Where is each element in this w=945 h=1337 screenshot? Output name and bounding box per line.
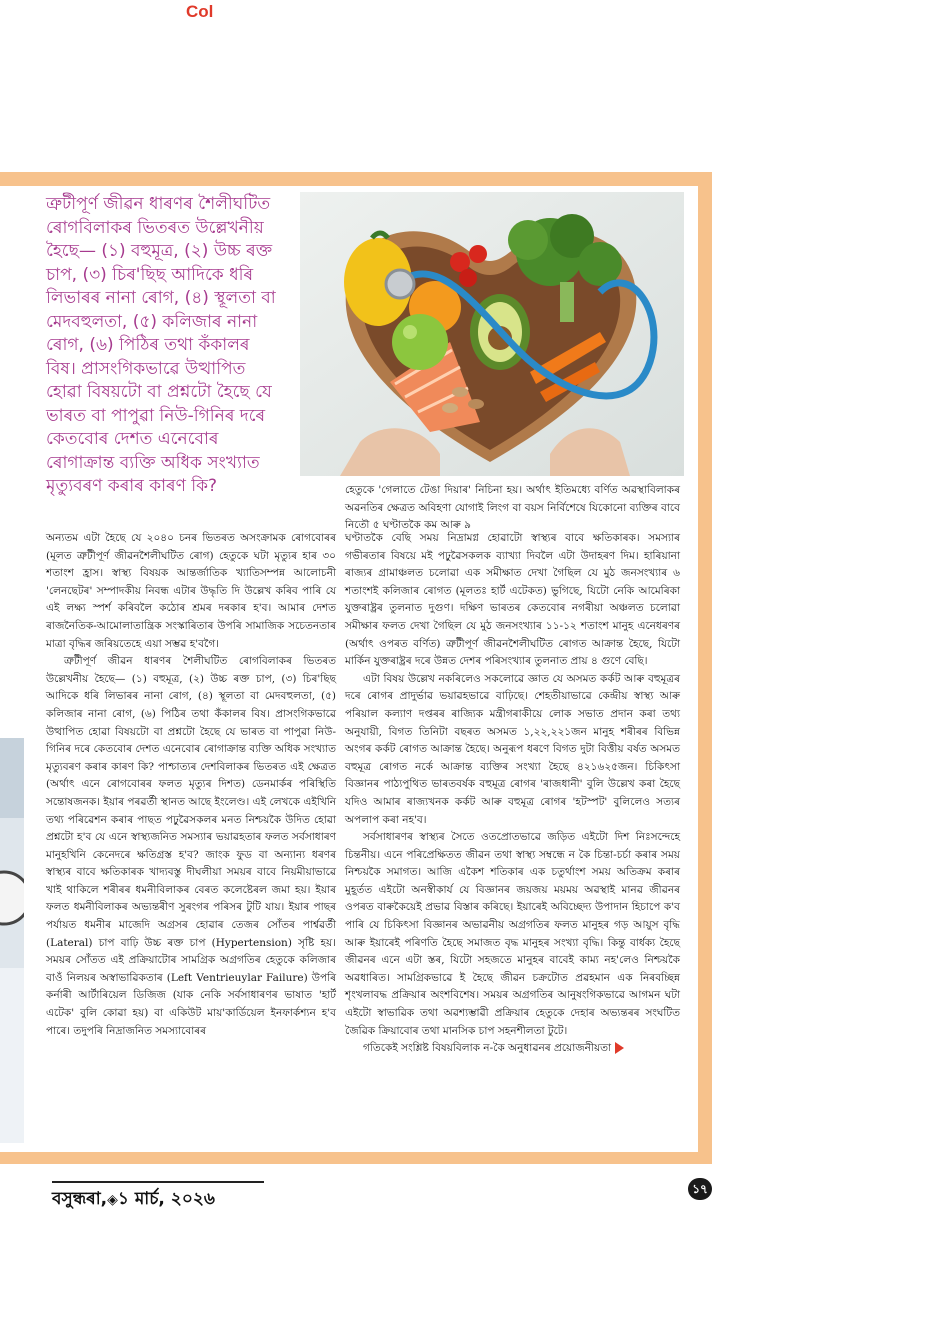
continue-arrow-icon [615,1042,624,1054]
article-column-1 [46,530,336,1040]
nuts [452,387,468,397]
tomato-1 [450,252,470,272]
heart-bowl-illustration [300,192,684,476]
article-paragraph: ঘণ্টাতকৈ বেছি সময় নিদ্ৰামগ্ন হোৱাটো স্বাস্থ্যৰ বাবে ক্ষতিকাৰক। সমস্যাৰ গভীৰতাৰ বিষয়ে মই পঢ়ুৱৈসকলক ব্যাখ্যা দিবলৈ এটা উদাহৰণ দিম। হাৰিয়ানা ৰাজ্যৰ গ্ৰামাঞ্চলত চলোৱা এক সমীক্ষাত দেখা গৈছিল যে মুঠ জনসংখ্যাৰ ৬ শতাংশই কলিজাৰ ৰোগত (মূলতঃ হাৰ্ট এটেকত) ভুগিছে, যিটো নেকি আমেৰিকা যুক্তৰাষ্ট্ৰৰ তুলনাত দুগুণ। দক্ষিণ ভাৰতৰ কেতবোৰ নগৰীয়া অঞ্চলত চলোৱা সমীক্ষাৰ ফলত দেখা গৈছিল যে মুঠ জনসংখ্যাৰ ১১-১২ শতাংশ মানুহ এনেধৰণৰ (অৰ্থাৎ ওপৰত বৰ্ণিত) ত্ৰুটীপূৰ্ণ জীৱনশৈলীঘটিত ৰোগত আক্ৰান্ত হৈছে, যিটো মাৰ্কিন যুক্তৰাষ্ট্ৰৰ দৰে উন্নত দেশৰ পৰিসংখ্যাৰ তুলনাত প্ৰায় ৪ গুণে বেছি। [345,532,680,668]
footer-rule [52,1181,264,1183]
pull-quote-line: ৰোগাক্ৰান্ত ব্যক্তি অধিক সংখ্যাত [46,452,260,473]
issue-date: ১ মাৰ্চ, ২০২৬ [117,1189,215,1209]
article-column-2-top [345,482,680,535]
pull-quote-line: ৰোগবিলাকৰ ভিতৰত উল্লেখনীয় [46,217,264,238]
pull-quote-line: ত্ৰুটীপূৰ্ণ জীৱন ধাৰণৰ শৈলীঘটিত [46,194,271,214]
hero-photo [300,192,684,476]
pull-quote-line: মৃত্যুবৰণ কৰাৰ কাৰণ কি? [46,476,218,496]
pull-quote-line: হৈছে— (১) বহুমূত্ৰ, (২) উচ্চ ৰক্ত [46,241,273,261]
page-number: ১৭ [688,1178,712,1200]
clock-icon [0,872,24,924]
pull-quote-line: হোৱা বিষয়টো বা প্ৰশ্নটো হৈছে যে [46,382,272,402]
pull-quote-line: চাপ, (৩) চিৰ'ছিছ আদিকে ধৰি [46,264,254,285]
pull-quote-line: লিভাৰৰ নানা ৰোগ, (৪) স্থূলতা বা [46,288,276,308]
calendar-icon: ◈ [107,1192,118,1208]
article-column-2 [345,530,680,1058]
footer-publication [52,1186,215,1214]
clock-photo-strip [0,738,24,1143]
tomato-3 [459,269,477,287]
stethoscope-chestpiece [386,270,414,298]
article-paragraph: অন্যতম এটা হৈছে যে ২০৪০ চনৰ ভিতৰত অসংক্ৰামক ৰোগবোৰৰ (মূলত ত্ৰুটীপূৰ্ণ জীৱনশৈলীঘটিত ৰোগ) হেতুকে ঘটা মৃত্যুৰ হাৰ ৩০ শতাংশ হ্ৰাস। স্বাস্থ্য বিষয়ক আন্তৰ্জাতিক খ্যাতিসম্পন্ন আলোচনী 'লেনছেটৰ' সম্পাদকীয় নিবন্ধ এটাৰ উদ্ধৃতি দি উল্লেখ কৰিব পাৰি যে এই লক্ষ্য স্পৰ্শ কৰিবলৈ কঠোৰ শ্ৰমৰ দৰকাৰ হ'ব। আমাৰ দেশত ৰাজনৈতিক-আমোলাতান্ত্ৰিক সংস্কাৰিতাৰ উপৰি সামাজিক সচেতনতাৰ মাত্ৰা বৃদ্ধিৰ জৰিয়তেহে এয়া সম্ভৱ হ'বগৈ। [46,532,336,650]
side-photo [0,738,24,1143]
article-paragraph: সৰ্বসাধাৰণৰ স্বাস্থ্যৰ সৈতে ওতপ্ৰোতভাৱে জড়িত এইটো দিশ নিঃসন্দেহে চিন্তনীয়। এনে পৰিপ্ৰেক্ষিতত জীৱন তথা স্বাস্থ্য সম্বন্ধে ন কৈ চিন্তা-চৰ্চা কৰাৰ সময় নিশ্চয়কৈ সমাগত। আজি একৈশ শতিকাৰ এক চতুৰ্থাংশ সময় অতিক্ৰম কৰাৰ মুহূৰ্তত এইটো অনস্বীকাৰ্য যে বিজ্ঞানৰ জয়জয় ময়ময় অৱস্থাই মানৱ জীৱনৰ ওপৰত বাৰুকৈয়েই প্ৰভাৱ বিস্তাৰ কৰিছে। ইয়াৰেই অবিচ্ছেদ্য উপাদান হিচাপে ক'ব পাৰি যে চিকিৎসা বিজ্ঞানৰ অভাৱনীয় অগ্ৰগতিৰ ফলত মানুহৰ গড় আয়ুস বৃদ্ধি আৰু ইয়াৰেই পৰিণতি হৈছে সমাজত বৃদ্ধ মানুহৰ সংখ্যা বৃদ্ধি। কিন্তু বাৰ্ধক্য হৈছে জীৱনৰ এনে এটা স্তৰ, যিটো সহজতে মানুহৰ বাবেই কাম্য নহ'লেও নিশ্চয়কৈ অৱধাৰিত। সামগ্ৰিকভাৱে ই হৈছে জীৱন চক্ৰটোত প্ৰৱহমান এক নিৰবচ্ছিন্ন শৃংখলাবদ্ধ প্ৰক্ৰিয়াৰ অংশবিশেষ। সময়ৰ অগ্ৰগতিৰ আনুষংগিকভাৱে আগমন ঘটা এইটো স্বাভাৱিক তথা অৱশ্যম্ভাৱী প্ৰক্ৰিয়াৰ হেতুকে দেহাৰ অভ্যন্তৰৰ সংঘটিত জৈৱিক ক্ৰিয়াবোৰ তথা মানসিক চাপ সহনশীলতা টুটে। [345,831,680,1037]
section-tag: Col [186,2,214,21]
pull-quote-line: বিষ। প্ৰাসংগিকভাৱে উত্থাপিত [46,358,246,379]
tomato-2 [469,245,487,263]
pull-quote-line: ভাৰত বা পাপুৱা নিউ-গিনিৰ দৰে [46,405,266,426]
article-paragraph: ত্ৰুটীপূৰ্ণ জীৱন ধাৰণৰ শৈলীঘটিত ৰোগবিলাকৰ ভিতৰত উল্লেখনীয় হৈছে— (১) বহুমূত্ৰ, (২) উচ্চ ৰক্ত চাপ, (৩) চিৰ'ছিছ আদিকে ধৰি লিভাৰৰ নানা ৰোগ, (৪) স্থূলতা বা মেদবহুলতা, (৫) কলিজাৰ নানা ৰোগ, (৬) পিঠিৰ তথা কঁকালৰ বিষ। প্ৰাসংগিকভাৱে উত্থাপিত হোৱা বিষয়টো বা প্ৰশ্নটো হৈছে যে ভাৰত বা পাপুৱা নিউ-গিনিৰ দৰে কেতবোৰ দেশত এনেবোৰ ৰোগাক্ৰান্ত ব্যক্তি অধিক সংখ্যাত মৃত্যুবৰণ কৰাৰ কাৰণ কি? পাশ্চাত্যৰ দেশবিলাকৰ ভিতৰত এই ক্ষেত্ৰত (অৰ্থাৎ এনে ৰোগবোৰৰ ফলত মৃত্যুৰ দিশত) ডেনমাৰ্কৰ পৰিস্থিতি সন্তোষজনক। ইয়াৰ পৰৱৰ্তী স্থানত আছে ইংলেণ্ড। এই লেখকে এইখিনি তথ্য পৰিৱেশন কৰাৰ পাছত পঢ়ুৱৈসকলৰ মনত নিশ্চয়কৈ উদিত হোৱা প্ৰশ্নটো হ'ব যে এনে স্বাস্থ্যজনিত সমস্যাৰ ভয়াৱহতাৰ ফলত সৰ্বসাধাৰণ মানুহখিনি কেনেদৰে ক্ষতিগ্ৰস্ত হ'ব? জাংক ফুড বা অন্যান্য ধৰণৰ স্বাস্থ্যৰ বাবে ক্ষতিকাৰক খাদ্যবস্তু দীঘলীয়া সময়ৰ বাবে নিয়মীয়াভাৱে খাই থাকিলে শৰীৰৰ ধমনীবিলাকৰ বেৰত কলেষ্টেৰল জমা হয়। ইয়াৰ ফলত ধমনীবিলাকৰ অভ্যন্তৰীণ সুৰংগৰ পৰিসৰ টুটি যায়। ইয়াৰ পাছৰ পৰ্যায়ত ধমনীৰ মাজেদি অগ্ৰসৰ হোৱাৰ তেজৰ সোঁতৰ পাৰ্শ্বৱৰ্তী (Lateral) চাপ বাঢ়ি উচ্চ ৰক্ত চাপ (Hypertension) সৃষ্টি হয়। সময়ৰ সোঁতত এই প্ৰক্ৰিয়াটোৰ সামগ্ৰিক অগ্ৰগতিৰ হেতুকে কলিজাৰ বাওঁ নিলয়ৰ অস্বাভাৱিকতাৰ (Left Ventrieuylar Failure) উপৰি কৰ্নাৰী আৰ্টাৰিয়েল ডিজিজ (যাক নেকি সৰ্বসাধাৰণৰ ভাষাত 'হাৰ্ট এটেক' বুলি কোৱা হয়) বা একিউট মায়'কাৰ্ডিয়েল ইনফাৰ্কশ্যন হ'ব পাৰে। তদুপৰি নিদ্ৰাজনিত সমস্যাবোৰৰ [46,655,336,1037]
pull-quote-line: মেদবহুলতা, (৫) কলিজাৰ নানা [46,311,258,332]
pull-quote-line: ৰোগ, (৬) পিঠিৰ তথা কঁকালৰ [46,335,250,355]
article-paragraph: এটা বিষয় উল্লেখ নকৰিলেও সকলোৱে জ্ঞাত যে অসমত কৰ্কট আৰু বহুমূত্ৰৰ দৰে ৰোগৰ প্ৰাদুৰ্ভাৱ ভয়াৱহভাৱে বাঢ়িছে। শেহতীয়াভাৱে কেন্দ্ৰীয় স্বাস্থ্য আৰু পৰিয়াল কল্যাণ দপ্তৰৰ ৰাজ্যিক মন্ত্ৰীগৰাকীয়ে লোক সভাত প্ৰদান কৰা তথ্য অনুযায়ী, বিগত তিনিটা বছৰত অসমত ১,২২,২২১জন মানুহ শৰীৰৰ বিভিন্ন অংগৰ কৰ্কট ৰোগত আক্ৰান্ত হৈছে। অনুৰূপ ধৰণে বিগত দুটা বিত্তীয় বৰ্ষত অসমত বহুমূত্ৰ ৰোগত নৰ্কে আক্ৰান্ত ব্যক্তিৰ সংখ্যা হৈছে ৪২১৬২৫জন। চিকিৎসা বিজ্ঞানৰ পাঠ্যপুথিত ভাৰতবৰ্ষক বহুমূত্ৰ ৰোগৰ 'ৰাজধানী' বুলি উল্লেখ কৰা হৈছে যদিও আমাৰ ৰাজ্যখনক কৰ্কট আৰু বহুমূত্ৰ ৰোগৰ 'হটস্পট' বুলিলেও সত্যৰ অপলাপ কৰা নহ'ব। [345,672,680,826]
pull-quote-line: কেতবোৰ দেশত এনেবোৰ [46,429,219,449]
green-apple [392,314,448,370]
publication-name: বসুন্ধৰা, [52,1189,108,1209]
article-paragraph: গতিকেই সংশ্লিষ্ট বিষয়বিলাক ন-কৈ অনুধাৱনৰ প্ৰয়োজনীয়তা [363,1042,612,1055]
pull-quote [46,193,298,499]
article-paragraph: হেতুকে 'গেলাতে টেঙা দিয়াৰ' নিচিনা হয়। অৰ্থাৎ ইতিমধ্যে বৰ্ণিত অৱস্থাবিলাকৰ অৱনতিৰ ক্ষেত্ৰত অবিহণা যোগাই লিংগ বা বয়স নিৰ্বিশেষে যিকোনো ব্যক্তিৰ বাবে নিতৌ ৫ ঘণ্টাতকৈ কম আৰু ৯ [345,484,680,532]
